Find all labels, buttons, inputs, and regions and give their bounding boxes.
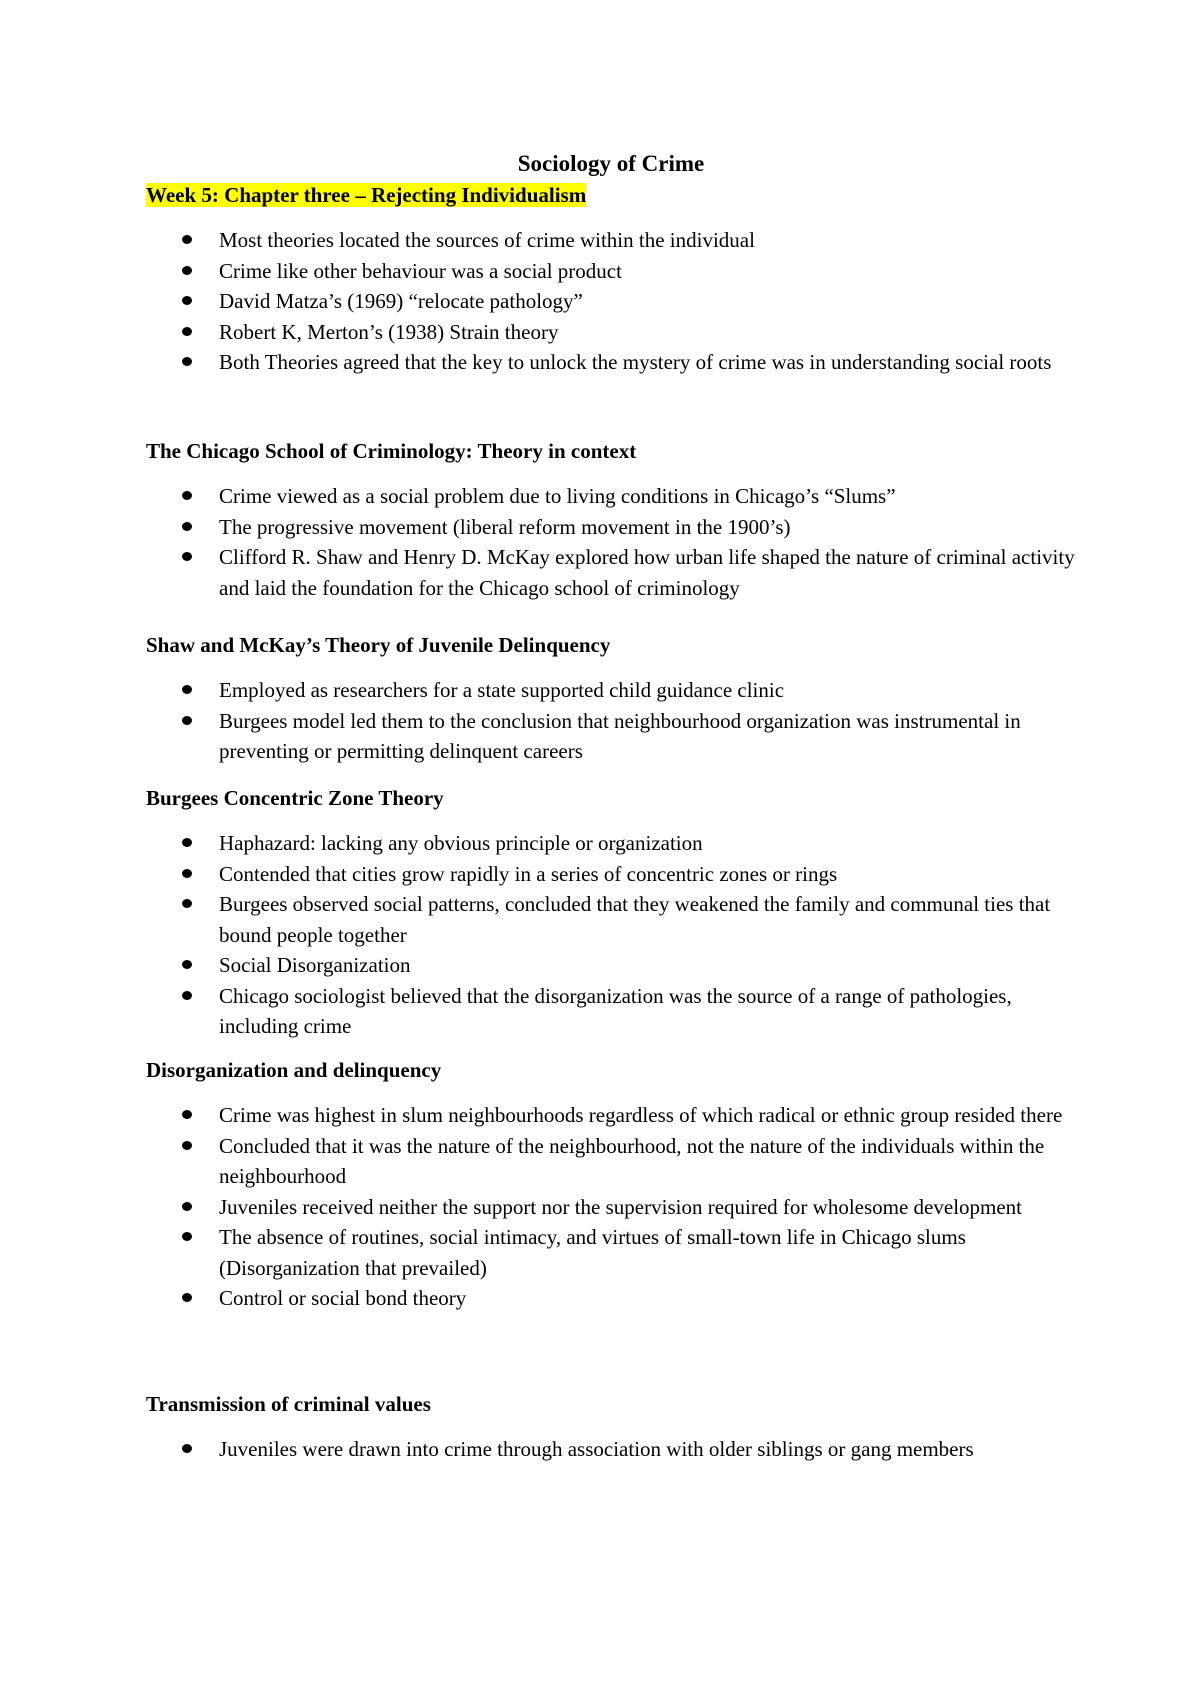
- bullet-icon: [182, 522, 192, 531]
- bullet-icon: [182, 491, 192, 500]
- bullet-list: [146, 1434, 1076, 1465]
- bullet-icon: [182, 899, 192, 908]
- bullet-icon: [182, 235, 192, 244]
- section-shaw-mckay: [146, 630, 1076, 767]
- list-item-text: Employed as researchers for a state supported child guidance clinic: [219, 678, 785, 702]
- highlighted-heading-text: Week 5: Chapter three – Rejecting Individualism: [146, 183, 587, 207]
- list-item-text: Juveniles were drawn into crime through association with older siblings or gang members: [219, 1437, 974, 1461]
- list-item-text: Social Disorganization: [219, 953, 411, 977]
- list-item: [146, 1100, 1076, 1131]
- bullet-icon: [182, 838, 192, 847]
- list-item: [146, 859, 1076, 890]
- section-chicago-school: [146, 436, 1076, 603]
- bullet-icon: [182, 1444, 192, 1453]
- bullet-icon: [182, 552, 192, 561]
- list-item-text: Robert K, Merton’s (1938) Strain theory: [219, 319, 559, 344]
- list-item-text: Crime viewed as a social problem due to living conditions in Chicago’s “Slums”: [219, 484, 896, 508]
- list-item: [146, 512, 1076, 543]
- section-week5: [146, 180, 1076, 378]
- list-item-text: Control or social bond theory: [219, 1286, 467, 1310]
- list-item-text: Burgees model led them to the conclusion that neighbourhood organization was instrumental in preventing or permitting delinquent careers: [219, 708, 1021, 763]
- list-item: [146, 675, 1076, 706]
- list-item-text: Haphazard: lacking any obvious principle or organization: [219, 831, 703, 855]
- list-item: [146, 828, 1076, 859]
- list-item-text: Crime like other behaviour was a social product: [219, 258, 622, 283]
- section-concentric-zone: [146, 783, 1076, 1042]
- list-item: [146, 1283, 1076, 1314]
- bullet-list: [146, 225, 1076, 378]
- list-item-text: David Matza’s (1969) “relocate pathology”: [219, 289, 583, 313]
- list-item: [146, 1434, 1076, 1465]
- list-item-text: Contended that cities grow rapidly in a series of concentric zones or rings: [219, 861, 838, 886]
- list-item: [146, 889, 1076, 950]
- list-item-text: Most theories located the sources of crime within the individual: [219, 228, 755, 252]
- bullet-icon: [182, 1141, 192, 1150]
- bullet-icon: [182, 327, 192, 336]
- list-item-text: Burgees observed social patterns, concluded that they weakened the family and communal ties that bound people together: [219, 892, 1051, 947]
- bullet-list: [146, 828, 1076, 1042]
- list-item: [146, 981, 1076, 1042]
- list-item: [146, 317, 1076, 348]
- list-item-text: The progressive movement (liberal reform movement in the 1900’s): [219, 514, 791, 539]
- list-item: [146, 286, 1076, 317]
- list-item: [146, 347, 1076, 378]
- bullet-list: [146, 675, 1076, 767]
- section-heading: Transmission of criminal values: [146, 1392, 431, 1416]
- bullet-icon: [182, 685, 192, 694]
- section-heading: The Chicago School of Criminology: Theory in context: [146, 439, 637, 463]
- bullet-icon: [182, 1202, 192, 1211]
- bullet-icon: [182, 296, 192, 305]
- bullet-icon: [182, 869, 192, 878]
- bullet-list: [146, 1100, 1076, 1314]
- bullet-icon: [182, 357, 192, 366]
- section-heading: Burgees Concentric Zone Theory: [146, 786, 444, 810]
- list-item: [146, 256, 1076, 287]
- list-item: [146, 1192, 1076, 1223]
- section-heading: Shaw and McKay’s Theory of Juvenile Delinquency: [146, 633, 611, 657]
- section-transmission: [146, 1389, 1076, 1465]
- list-item-text: Chicago sociologist believed that the disorganization was the source of a range of pathologies, including crime: [219, 983, 1012, 1038]
- document-title: Sociology of Crime: [517, 151, 705, 176]
- list-item: [146, 225, 1076, 256]
- list-item-text: The absence of routines, social intimacy, and virtues of small-town life in Chicago slums (Disorganization that prevailed): [219, 1225, 966, 1280]
- bullet-icon: [182, 716, 192, 725]
- list-item: [146, 1222, 1076, 1283]
- list-item: [146, 1131, 1076, 1192]
- list-item: [146, 706, 1076, 767]
- bullet-icon: [182, 991, 192, 1000]
- section-heading: Disorganization and delinquency: [146, 1058, 442, 1082]
- list-item-text: Both Theories agreed that the key to unlock the mystery of crime was in understanding social roots: [219, 350, 1052, 374]
- bullet-icon: [182, 960, 192, 969]
- list-item-text: Juveniles received neither the support nor the supervision required for wholesome development: [219, 1194, 1023, 1219]
- section-heading: [146, 180, 1076, 210]
- bullet-icon: [182, 266, 192, 275]
- section-disorganization: [146, 1055, 1076, 1314]
- list-item: [146, 950, 1076, 981]
- list-item: [146, 481, 1076, 512]
- list-item-text: Crime was highest in slum neighbourhoods regardless of which radical or ethnic group resided there: [219, 1103, 1063, 1127]
- list-item-text: Clifford R. Shaw and Henry D. McKay explored how urban life shaped the nature of criminal activity and laid the foundation for the Chicago school of criminology: [219, 545, 1075, 600]
- list-item-text: Concluded that it was the nature of the neighbourhood, not the nature of the individuals within the neighbourhood: [219, 1133, 1045, 1188]
- bullet-list: [146, 481, 1076, 603]
- list-item: [146, 542, 1076, 603]
- bullet-icon: [182, 1110, 192, 1119]
- bullet-icon: [182, 1232, 192, 1241]
- bullet-icon: [182, 1293, 192, 1302]
